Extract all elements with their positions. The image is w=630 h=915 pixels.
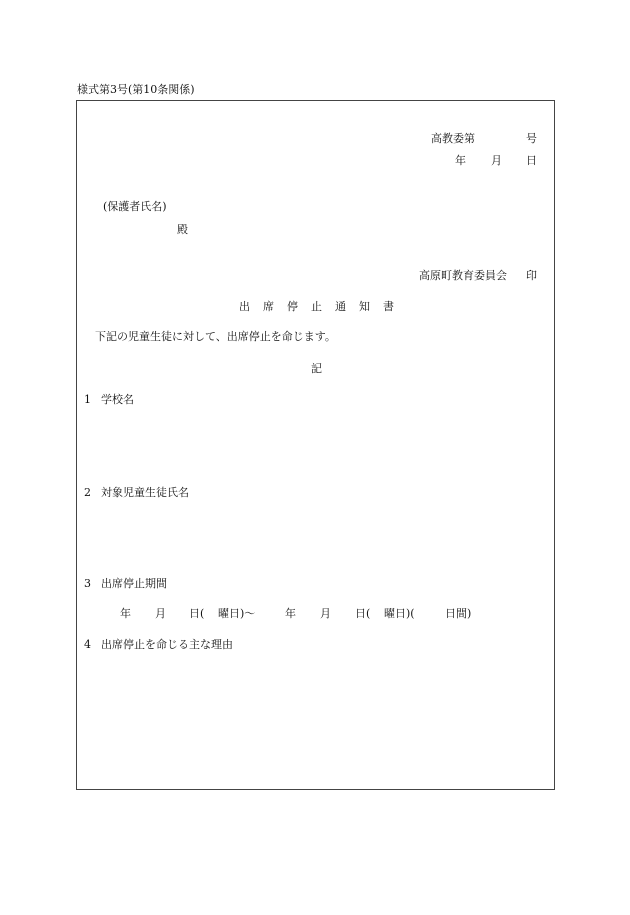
- doc-number-prefix: 高教委第: [431, 132, 475, 145]
- body-text: 下記の児童生徒に対して、出席停止を命じます。: [95, 330, 336, 343]
- item-3-label: 出席停止期間: [101, 577, 167, 590]
- doc-number-suffix: 号: [526, 132, 537, 145]
- item-4-number: 4: [84, 638, 91, 651]
- item-1-number: 1: [84, 393, 91, 406]
- title-char: 止: [311, 300, 322, 313]
- period-to-weekday: 曜日)(: [384, 607, 415, 620]
- period-days: 日間): [445, 607, 472, 620]
- title-char: 書: [383, 300, 394, 313]
- title-char: 停: [287, 300, 298, 313]
- item-3-number: 3: [84, 577, 91, 590]
- title-char: 出: [239, 300, 250, 313]
- ki-heading: 記: [311, 362, 322, 375]
- honorific: 殿: [177, 223, 188, 236]
- period-to-year: 年: [285, 607, 296, 620]
- period-from-month: 月: [155, 607, 166, 620]
- item-2-number: 2: [84, 486, 91, 499]
- title-char: 知: [359, 300, 370, 313]
- item-1-label: 学校名: [101, 393, 134, 406]
- period-from-year: 年: [120, 607, 131, 620]
- guardian-name-placeholder: (保護者氏名): [103, 200, 167, 213]
- item-2-label: 対象児童生徒氏名: [101, 486, 189, 499]
- period-to-day: 日(: [355, 607, 371, 620]
- date-year: 年: [455, 154, 466, 167]
- issuer-name: 高原町教育委員会: [419, 269, 507, 282]
- form-label: 様式第3号(第10条関係): [77, 83, 195, 96]
- period-from-weekday: 曜日)〜: [218, 607, 256, 620]
- document-title: [239, 300, 394, 314]
- period-to-month: 月: [320, 607, 331, 620]
- item-4-label: 出席停止を命じる主な理由: [101, 638, 233, 651]
- date-day: 日: [526, 154, 537, 167]
- date-month: 月: [491, 154, 502, 167]
- title-char: 席: [263, 300, 274, 313]
- title-char: 通: [335, 300, 346, 313]
- period-from-day: 日(: [189, 607, 205, 620]
- issuer-seal: 印: [526, 269, 537, 282]
